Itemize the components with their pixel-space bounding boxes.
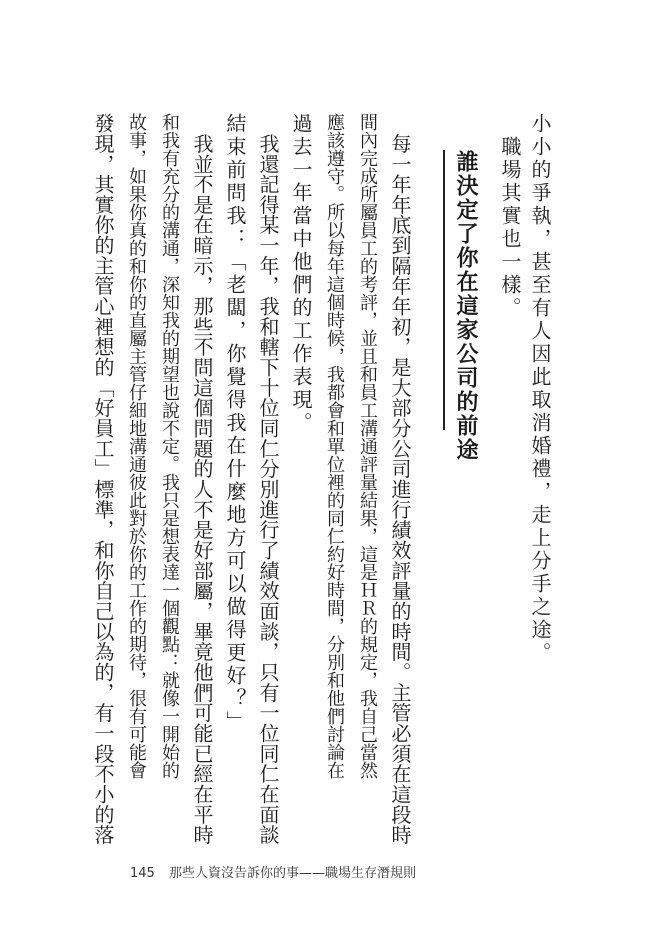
text-column-12: 發現，其實你的主管心裡想的「好員工」標準，和你自己以為的，有一段不小的落 [91,113,115,845]
text-column-4: 間內完成所屬員工的考評，並且和員工溝通評量結果，這是ＨＲ的規定，我自己當然 [357,113,378,779]
text-column-6: 過去一年當中他們的工作表現。 [289,113,313,435]
text-column-3: 每一年年底到隔年年初，是大部分公司進行績效評量的時間。主管必須在這段時 [388,113,412,845]
text-column-2: 職場其實也一樣。 [498,113,522,320]
text-column-7: 我還記得某一年，我和轄下十位同仁分別進行了績效面談，只有一位同仁在面談 [256,113,280,845]
page-number: 145 [130,866,155,881]
text-column-11: 故事，如果你真的和你的直屬主管仔細地溝通彼此對於你的工作的期待，很有可能會 [126,113,147,779]
book-title: 那些人資沒告訴你的事——職場生存潛規則 [168,866,416,881]
heading-rule [443,150,445,430]
text-column-10: 和我有充分的溝通，深知我的期望也說不定。我只是想表達一個觀點：就像一開始的 [159,113,180,779]
section-heading: 誰決定了你在這家公司的前途 [453,150,478,462]
text-column-5: 應該遵守。所以每年這個時候，我都會和單位裡的同仁約好時間，分別和他們討論在 [324,113,345,779]
page-footer [130,862,416,881]
text-column-1: 小小的爭執，甚至有人因此取消婚禮，走上分手之途。 [528,113,552,665]
text-column-8: 結束前問我：「老闆，你覺得我在什麼地方可以做得更好？」 [223,113,247,734]
text-column-9: 我並不是在暗示，那些不問這個問題的人不是好部屬，畢竟他們可能已經在平時 [190,113,214,845]
